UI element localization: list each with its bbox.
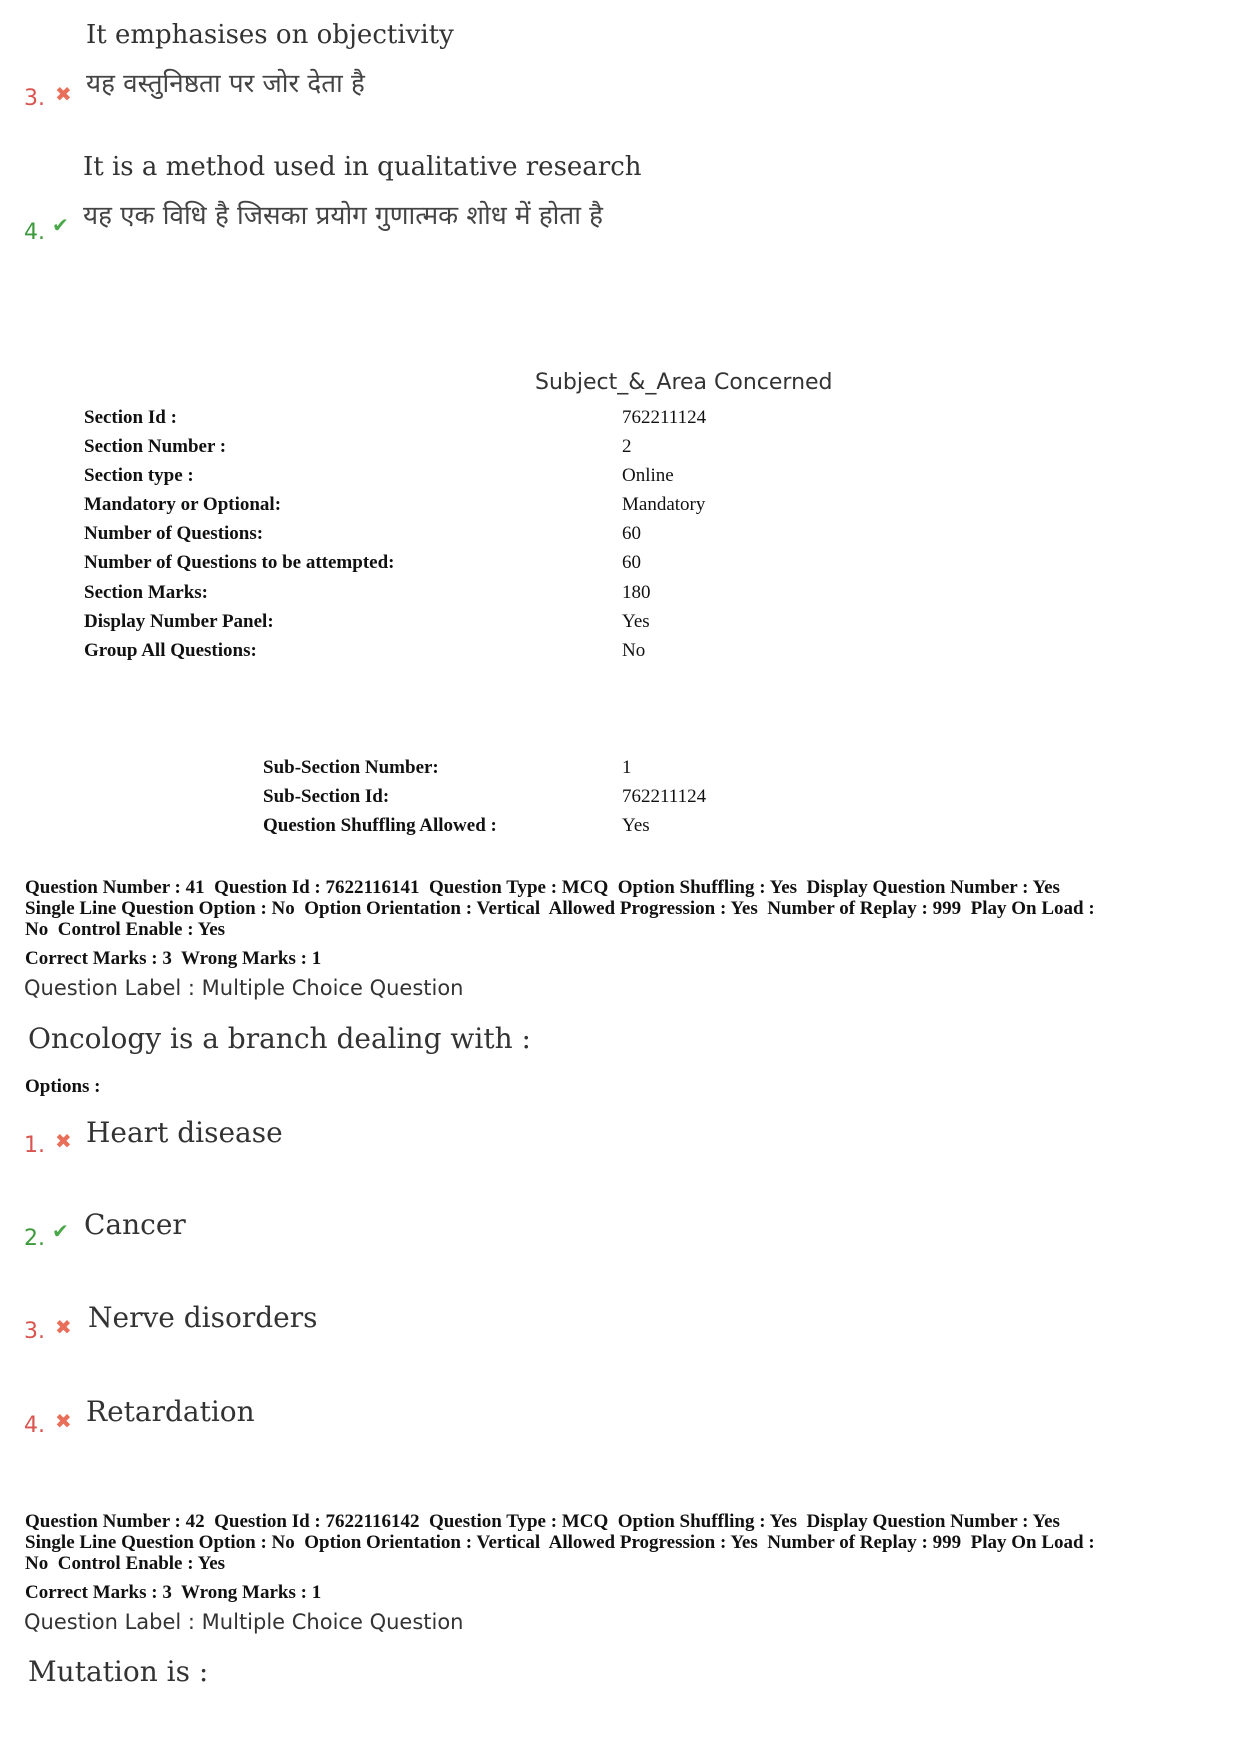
section-field-value: Online: [622, 465, 674, 486]
question-meta-line: Question Number : 42 Question Id : 7622116142 Question Type : MCQ Option Shuffling : Yes Display Question Number : Yes: [25, 1511, 1060, 1532]
options-label: Options :: [25, 1076, 101, 1097]
subsection-field-value: 1: [622, 757, 632, 778]
option-number: 4.: [24, 1413, 45, 1438]
question-meta-line: Single Line Question Option : No Option Orientation : Vertical Allowed Progression : Yes Number of Replay : 999 Play On Load :: [25, 1532, 1095, 1553]
option-text-hi: यह एक विधि है जिसका प्रयोग गुणात्मक शोध में होता है: [83, 201, 603, 231]
cross-icon: ✖: [55, 82, 72, 106]
option-text: Nerve disorders: [88, 1301, 318, 1334]
option-text: Cancer: [84, 1208, 186, 1241]
section-field-value: Mandatory: [622, 494, 706, 515]
question-text: Oncology is a branch dealing with :: [28, 1022, 531, 1055]
cross-icon: ✖: [55, 1409, 72, 1433]
cross-icon: ✖: [55, 1315, 72, 1339]
section-field-value: 180: [622, 582, 651, 603]
question-meta-line: Question Number : 41 Question Id : 7622116141 Question Type : MCQ Option Shuffling : Yes Display Question Number : Yes: [25, 877, 1060, 898]
question-meta-line: No Control Enable : Yes: [25, 1553, 226, 1574]
subsection-field-value: 762211124: [622, 786, 707, 807]
section-field-key: Group All Questions:: [84, 640, 257, 661]
subsection-field-value: Yes: [622, 815, 650, 836]
section-field-key: Section type :: [84, 465, 194, 486]
question-label: Question Label : Multiple Choice Question: [24, 1610, 464, 1634]
option-number: 3.: [24, 1319, 45, 1344]
question-text: Mutation is :: [28, 1655, 209, 1688]
section-field-key: Section Number :: [84, 436, 227, 457]
subsection-field-key: Sub-Section Id:: [263, 786, 390, 807]
section-field-key: Number of Questions:: [84, 523, 264, 544]
section-field-key: Number of Questions to be attempted:: [84, 552, 395, 573]
option-number: 4.: [24, 220, 45, 245]
cross-icon: ✖: [55, 1129, 72, 1153]
section-field-value: 60: [622, 552, 641, 573]
option-number: 3.: [24, 86, 45, 111]
option-text-en: It emphasises on objectivity: [86, 20, 454, 50]
section-field-key: Section Marks:: [84, 582, 209, 603]
section-field-key: Mandatory or Optional:: [84, 494, 282, 515]
option-number: 2.: [24, 1226, 45, 1251]
subsection-field-key: Sub-Section Number:: [263, 757, 439, 778]
check-icon: ✔: [52, 213, 69, 237]
option-text: Retardation: [86, 1395, 255, 1428]
option-text-hi: यह वस्तुनिष्ठता पर जोर देता है: [86, 69, 365, 99]
section-title: Subject_&_Area Concerned: [535, 370, 833, 395]
option-text: Heart disease: [86, 1116, 283, 1149]
section-field-value: 762211124: [622, 407, 707, 428]
section-field-value: No: [622, 640, 646, 661]
option-text-en: It is a method used in qualitative research: [83, 152, 642, 182]
section-field-value: 60: [622, 523, 641, 544]
section-field-key: Display Number Panel:: [84, 611, 274, 632]
section-field-value: 2: [622, 436, 632, 457]
option-number: 1.: [24, 1133, 45, 1158]
question-label: Question Label : Multiple Choice Question: [24, 976, 464, 1000]
section-field-value: Yes: [622, 611, 650, 632]
question-marks: Correct Marks : 3 Wrong Marks : 1: [25, 1582, 322, 1603]
question-marks: Correct Marks : 3 Wrong Marks : 1: [25, 948, 322, 969]
subsection-field-key: Question Shuffling Allowed :: [263, 815, 497, 836]
question-meta-line: No Control Enable : Yes: [25, 919, 226, 940]
check-icon: ✔: [52, 1219, 69, 1243]
question-meta-line: Single Line Question Option : No Option Orientation : Vertical Allowed Progression : Yes Number of Replay : 999 Play On Load :: [25, 898, 1095, 919]
section-field-key: Section Id :: [84, 407, 177, 428]
